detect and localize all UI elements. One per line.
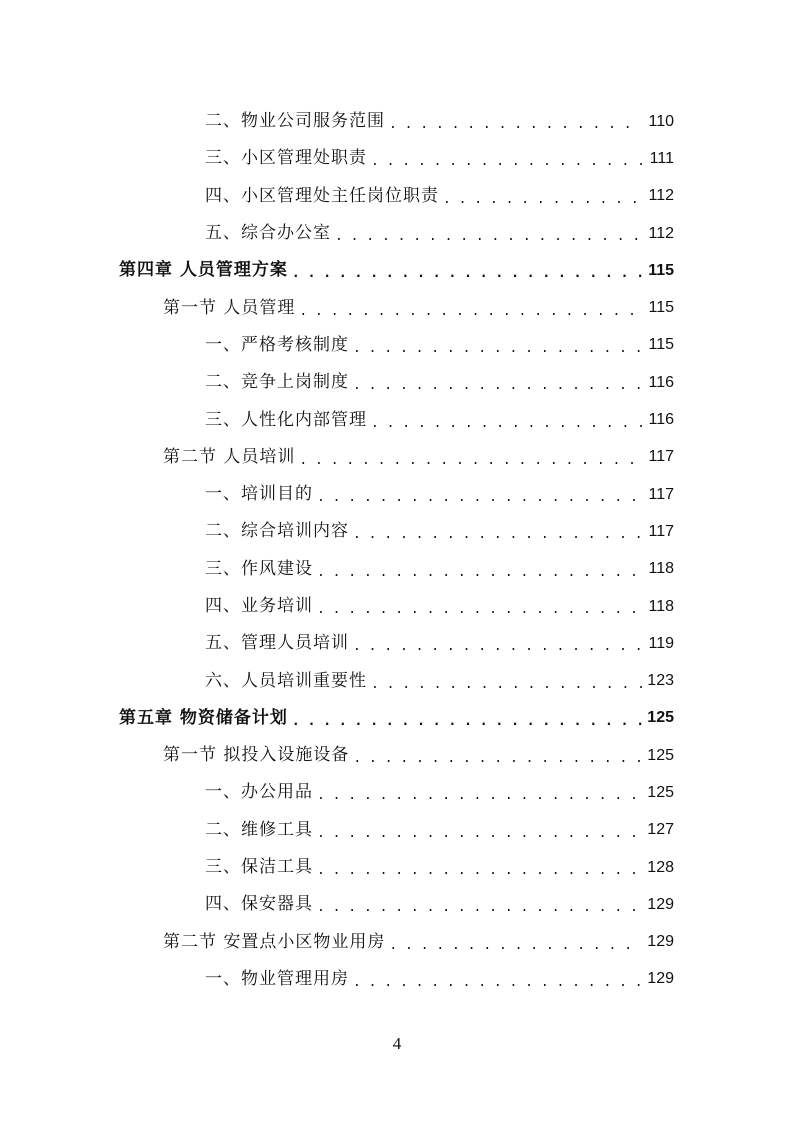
toc-entry-page-number: 111 [649,149,674,167]
toc-entry-title: 五、综合办公室 [205,223,331,244]
toc-dot-leader [317,864,642,877]
toc-dot-leader [335,230,642,243]
toc-dot-leader [292,267,642,280]
toc-dot-leader [353,528,642,541]
toc-entry-page-number: 116 [648,373,674,391]
toc-entry-page-number: 116 [648,411,674,429]
toc-entry-page-number: 125 [647,709,674,727]
toc-dot-leader [353,976,642,989]
toc-entry-page-number: 110 [648,112,674,130]
toc-entry-title: 一、严格考核制度 [205,334,349,355]
toc-entry-item[interactable] [0,476,674,513]
toc-dot-leader [371,678,642,691]
toc-entry-page-number: 127 [647,821,674,839]
toc-entry-item[interactable] [0,513,674,550]
toc-dot-leader [317,566,642,579]
toc-entry-title: 四、保安器具 [205,894,313,915]
toc-entry-title: 第五章 物资储备计划 [119,707,288,728]
table-of-contents [0,103,794,998]
toc-entry-title: 第一节 人员管理 [163,297,296,318]
toc-dot-leader [371,155,642,168]
toc-entry-item[interactable] [0,588,674,625]
toc-dot-leader [389,939,642,952]
toc-entry-page-number: 125 [647,746,674,764]
toc-dot-leader [353,379,642,392]
toc-entry-item[interactable] [0,178,674,215]
toc-entry-title: 一、物业管理用房 [205,968,349,989]
toc-entry-title: 第二节 安置点小区物业用房 [163,931,386,952]
toc-entry-page-number: 112 [648,187,674,205]
toc-entry-title: 二、物业公司服务范围 [205,111,385,132]
toc-entry-page-number: 115 [648,299,674,317]
toc-entry-page-number: 117 [648,485,674,503]
toc-dot-leader [353,640,642,653]
toc-entry-item[interactable] [0,662,674,699]
toc-entry-title: 五、管理人员培训 [205,633,349,654]
toc-entry-page-number: 125 [647,783,674,801]
toc-entry-page-number: 129 [647,970,674,988]
toc-dot-leader [443,193,642,206]
toc-entry-title: 一、办公用品 [205,782,313,803]
toc-dot-leader [299,305,642,318]
toc-dot-leader [389,118,642,131]
toc-entry-page-number: 112 [648,224,674,242]
toc-entry-page-number: 118 [648,560,674,578]
toc-entry-item[interactable] [0,886,674,923]
toc-entry-title: 第一节 拟投入设施设备 [163,745,350,766]
toc-entry-item[interactable] [0,551,674,588]
page-number: 4 [392,1034,402,1053]
toc-entry-title: 三、作风建设 [205,558,313,579]
toc-entry-title: 三、保洁工具 [205,857,313,878]
toc-entry-section[interactable] [0,289,674,326]
toc-entry-title: 二、综合培训内容 [205,521,349,542]
toc-entry-item[interactable] [0,215,674,252]
toc-entry-item[interactable] [0,364,674,401]
toc-dot-leader [317,789,642,802]
toc-entry-page-number: 123 [647,672,674,690]
toc-entry-item[interactable] [0,774,674,811]
toc-entry-item[interactable] [0,103,674,140]
toc-entry-chapter[interactable] [0,700,674,737]
toc-entry-title: 第四章 人员管理方案 [119,260,288,281]
toc-entry-title: 二、竞争上岗制度 [205,372,349,393]
toc-entry-item[interactable] [0,401,674,438]
toc-entry-title: 四、业务培训 [205,596,313,616]
toc-entry-page-number: 128 [647,858,674,876]
toc-entry-item[interactable] [0,625,674,662]
toc-entry-chapter[interactable] [0,252,674,289]
toc-dot-leader [317,603,642,616]
toc-entry-title: 二、维修工具 [205,819,313,840]
toc-entry-page-number: 117 [648,448,674,466]
toc-entry-item[interactable] [0,812,674,849]
toc-dot-leader [317,901,642,914]
toc-entry-title: 三、小区管理处职责 [205,148,367,169]
toc-entry-page-number: 115 [648,336,674,354]
toc-dot-leader [317,491,642,504]
toc-entry-page-number: 129 [647,895,674,913]
toc-entry-item[interactable] [0,140,674,177]
toc-dot-leader [353,752,642,765]
toc-dot-leader [299,454,642,467]
toc-entry-page-number: 129 [647,933,674,951]
toc-entry-title: 第二节 人员培训 [163,446,296,467]
toc-dot-leader [317,827,642,840]
toc-entry-item[interactable] [0,327,674,364]
toc-entry-section[interactable] [0,439,674,476]
toc-entry-title: 四、小区管理处主任岗位职责 [205,185,439,206]
toc-dot-leader [371,417,642,430]
toc-entry-item[interactable] [0,961,674,998]
toc-dot-leader [292,715,642,728]
toc-entry-page-number: 118 [648,597,674,615]
toc-entry-title: 一、培训目的 [205,484,313,505]
toc-entry-section[interactable] [0,924,674,961]
toc-entry-page-number: 119 [648,634,674,652]
toc-entry-section[interactable] [0,737,674,774]
toc-entry-item[interactable] [0,849,674,886]
toc-entry-page-number: 115 [648,261,674,279]
toc-entry-title: 三、人性化内部管理 [205,409,367,430]
toc-dot-leader [353,342,642,355]
toc-entry-page-number: 117 [648,522,674,540]
toc-entry-title: 六、人员培训重要性 [205,670,367,691]
